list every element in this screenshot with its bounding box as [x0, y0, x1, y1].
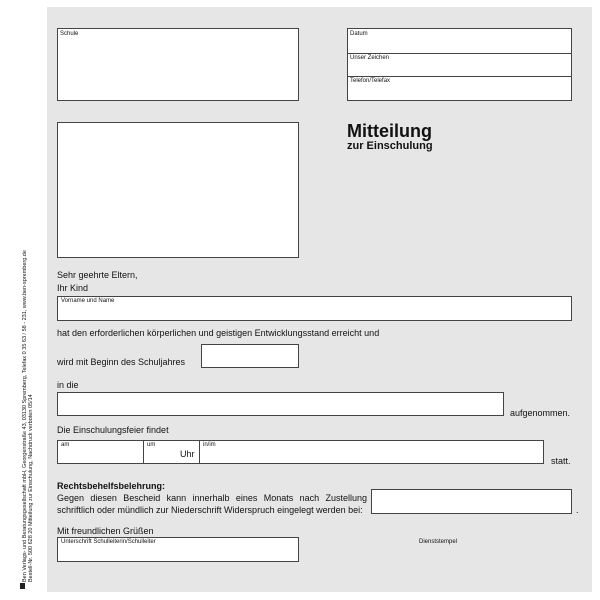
- legal-period: .: [576, 505, 579, 515]
- feier-um-field[interactable]: [143, 440, 200, 464]
- datum-field[interactable]: [348, 29, 571, 53]
- header-info-box: [347, 28, 572, 101]
- aufgenommen-text: aufgenommen.: [510, 408, 571, 418]
- address-window[interactable]: [57, 122, 299, 258]
- greeting: Sehr geehrte Eltern,: [57, 270, 138, 280]
- am-label: am: [61, 442, 70, 448]
- unterschrift-label: Unterschrift Schulleiterin/Schulleiter: [61, 539, 156, 545]
- closing-greeting: Mit freundlichen Grüßen: [57, 526, 154, 536]
- vorname-name-label: Vorname und Name: [61, 298, 115, 304]
- in-die-label: in die: [57, 380, 79, 390]
- unterschrift-field[interactable]: [57, 537, 299, 562]
- legal-line-2: schriftlich oder mündlich zur Niederschrift Widerspruch eingelegt werden bei:: [57, 505, 363, 515]
- um-label: um: [147, 442, 156, 448]
- klasse-field[interactable]: [57, 392, 504, 416]
- page-title: Mitteilung: [347, 121, 432, 141]
- schuljahr-text: wird mit Beginn des Schuljahres: [57, 357, 186, 367]
- telefon-field[interactable]: [348, 77, 571, 101]
- feier-text: Die Einschulungsfeier findet: [57, 425, 169, 435]
- ihr-kind-label: Ihr Kind: [57, 283, 89, 293]
- schule-label: Schule: [60, 31, 79, 37]
- dienststempel-label: Dienststempel: [419, 539, 458, 545]
- widerspruch-stelle-field[interactable]: [371, 489, 572, 514]
- feier-am-field[interactable]: [57, 440, 144, 464]
- side-text-line-2: Bestell-Nr. 500 628 20 Mitteilung zur Einschulung, Nachdruck verboten 05/14: [28, 394, 34, 582]
- fold-marker: [20, 583, 25, 589]
- zeichen-label: Unser Zeichen: [350, 55, 390, 61]
- side-publisher-text: [22, 250, 34, 582]
- in-im-label: in/im: [203, 442, 216, 448]
- schuljahr-field[interactable]: [201, 344, 299, 368]
- page-subtitle: zur Einschulung: [347, 140, 433, 152]
- entwicklung-text: hat den erforderlichen körperlichen und geistigen Entwicklungsstand erreicht und: [57, 328, 380, 338]
- uhr-text: Uhr: [180, 449, 195, 459]
- side-text-line-1: Ben Verlags- und Beratungsgesellschaft mbH, Georgenstraße 43, 03130 Spremberg, Telefax 0 35 63 / 58 - 231, www.ben-spremberg.de: [22, 250, 28, 582]
- legal-line-1: Gegen diesen Bescheid kann innerhalb eines Monats nach Zustellung: [57, 493, 367, 503]
- schule-field[interactable]: [57, 28, 299, 101]
- vorname-name-field[interactable]: [57, 296, 572, 321]
- datum-label: Datum: [350, 31, 368, 37]
- feier-ort-field[interactable]: [199, 440, 544, 464]
- statt-text: statt.: [551, 456, 571, 466]
- telefon-label: Telefon/Telefax: [350, 78, 391, 84]
- legal-heading: Rechtsbehelfsbelehrung:: [57, 481, 166, 491]
- zeichen-field[interactable]: [348, 54, 571, 76]
